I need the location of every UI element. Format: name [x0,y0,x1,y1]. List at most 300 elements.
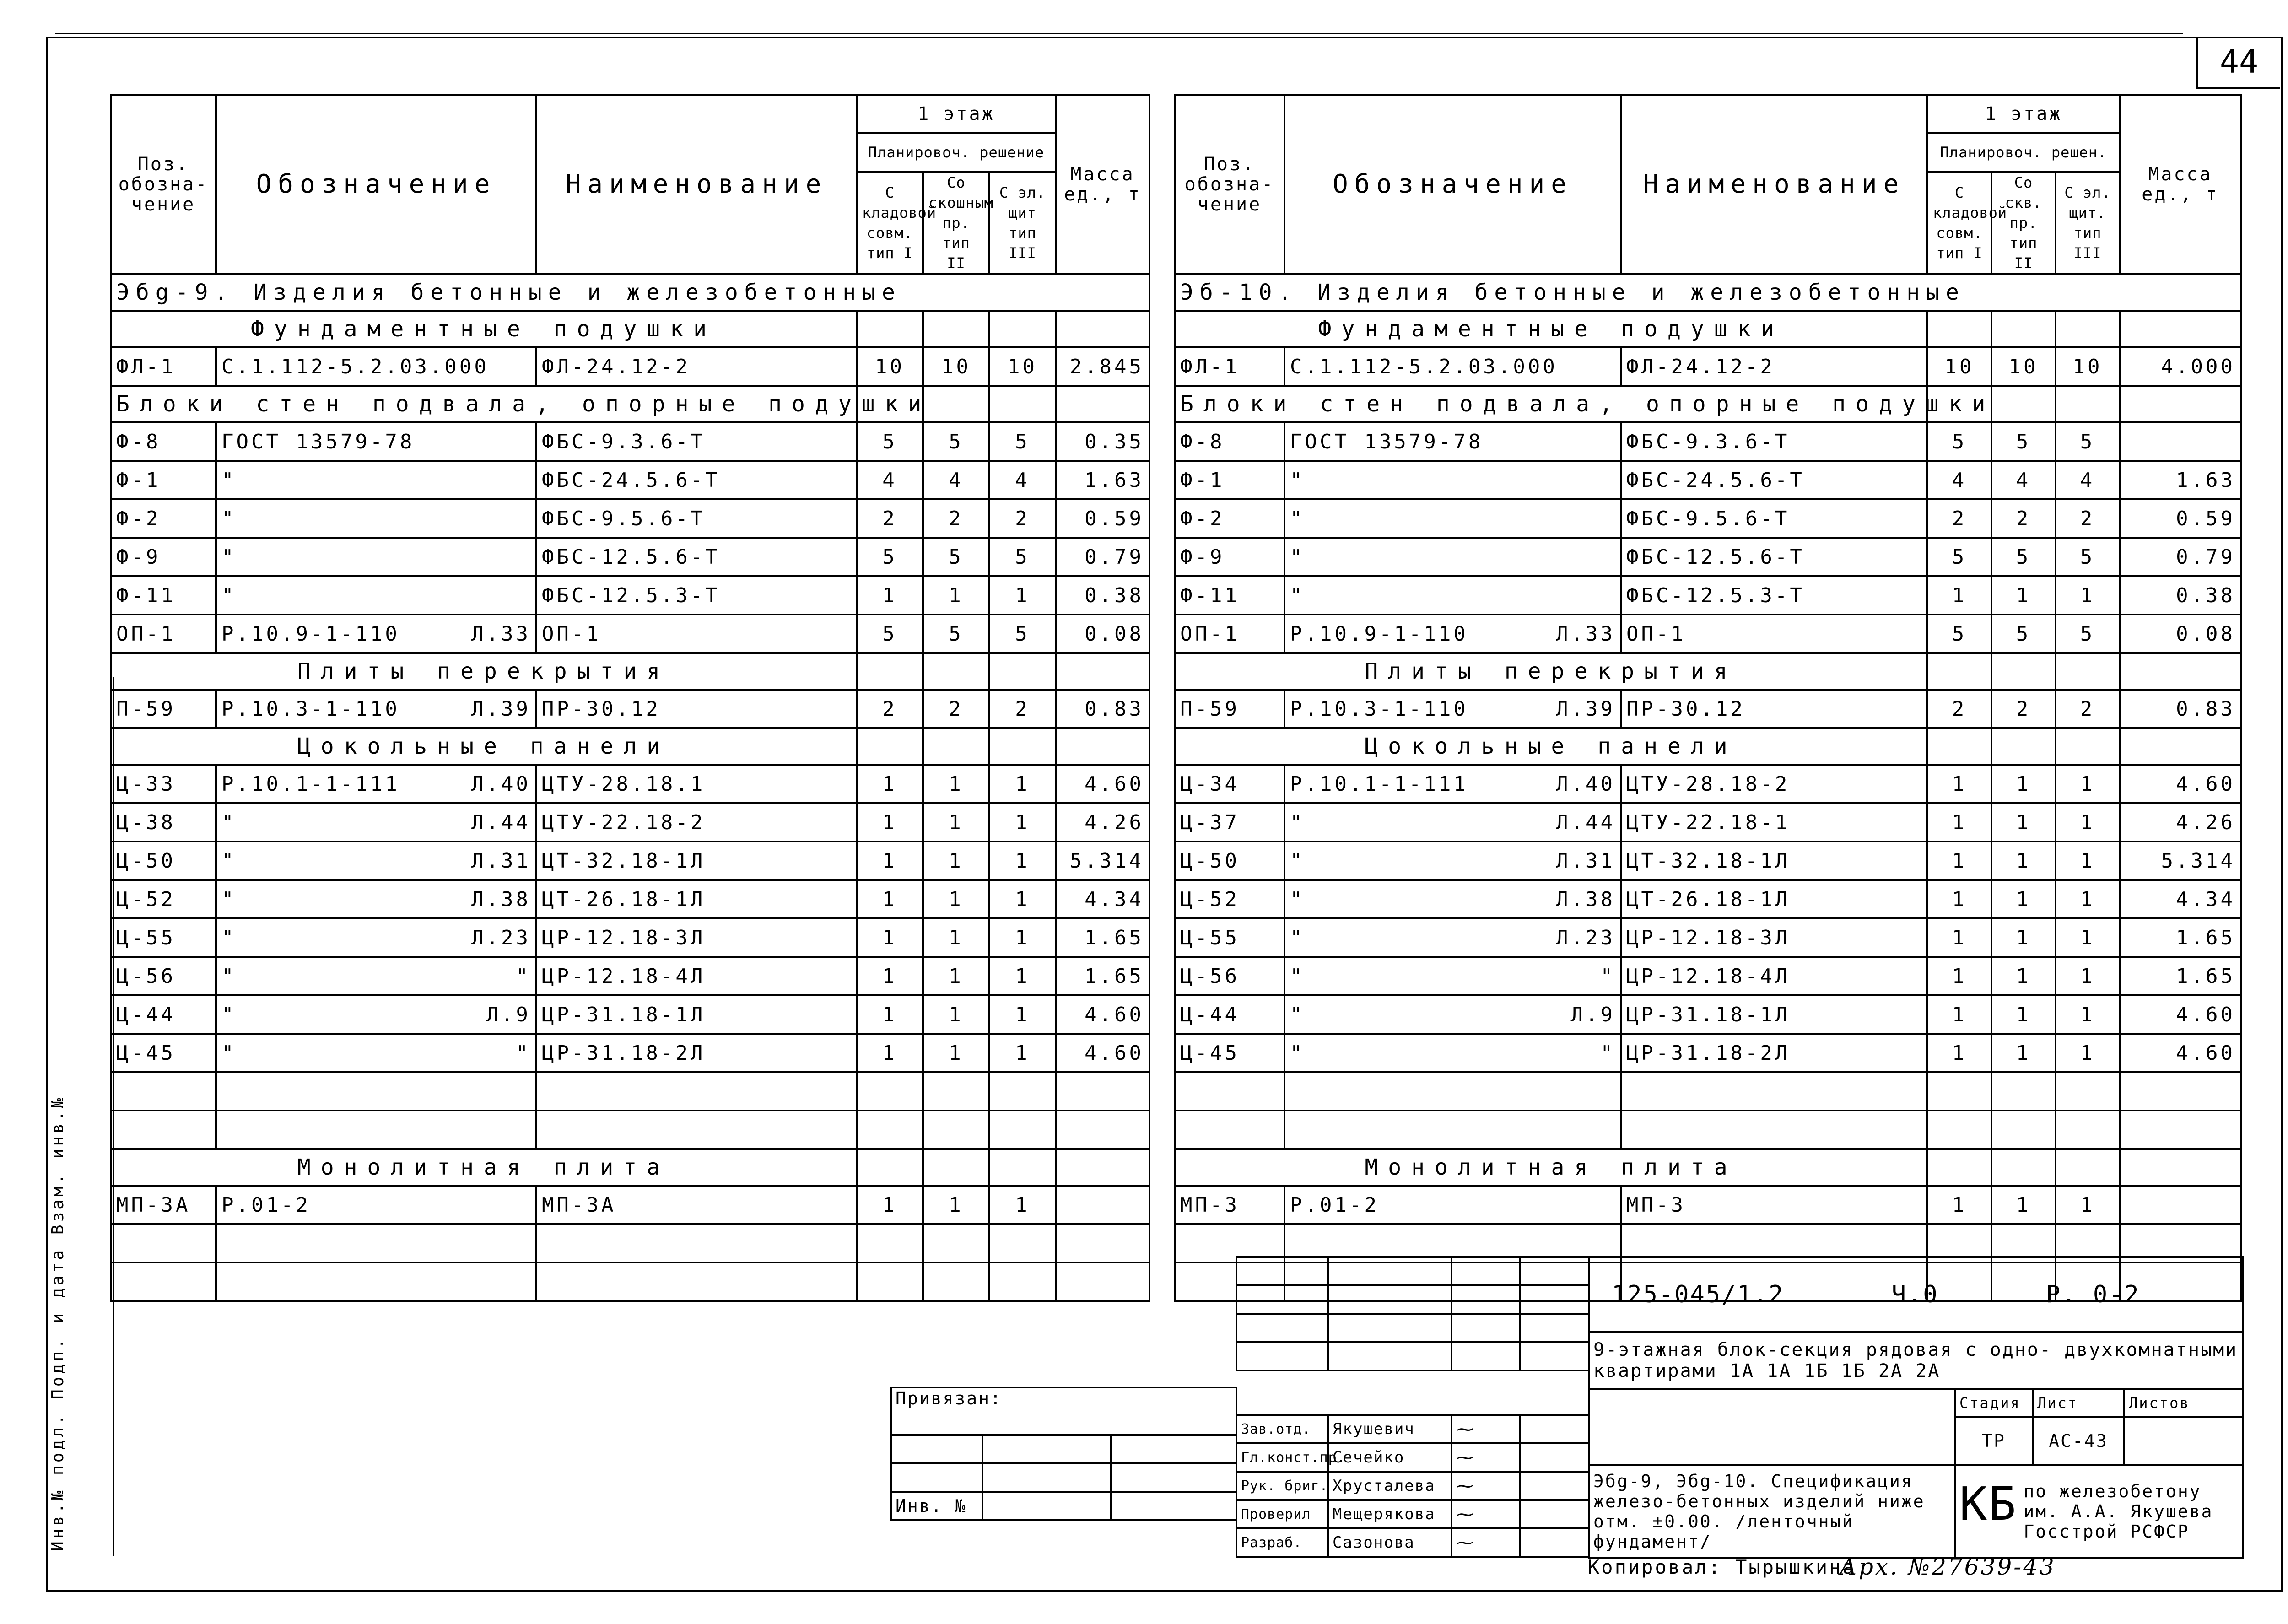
empty-cell [2056,653,2120,690]
list-ref: Л.33 [471,622,531,646]
oboz-text: С.1.112-5.2.03.000 [221,355,489,378]
qty-tip2-cell: 1 [923,995,989,1034]
table-row [111,1034,1149,1072]
mass-cell: 4.60 [1056,765,1149,803]
archive-number: Арх. №27639-43 [1840,1554,2056,1580]
empty-cell [536,1111,857,1149]
naim-cell: ФБС-12.5.6-Т [1621,538,1927,576]
oboz-cell [216,918,536,957]
oboz-cell [216,499,536,538]
doc-code-row [1589,1257,2243,1332]
qty-tip1-cell: 1 [1927,1186,1991,1224]
naim-cell: ЦР-31.18-1Л [1621,995,1927,1034]
list-ref: Л.38 [1556,887,1615,911]
empty-row [1175,1111,2241,1149]
col-oboz-header: Обозначение [216,95,536,274]
privyazan-block [890,1387,1237,1521]
naim-cell: ФБС-24.5.6-Т [1621,461,1927,499]
empty-cell [536,1072,857,1111]
qty-tip1-cell: 5 [1927,615,1991,653]
doc-code: 125-045/1.2 [1612,1281,1785,1308]
table-row [1175,499,2241,538]
tip1-header: С кладовой совм. тип I [1927,172,1991,274]
empty-cell [111,1111,216,1149]
list-ref: Л.44 [1556,810,1615,834]
qty-tip2-cell: 2 [1991,690,2056,728]
naim-cell: ЦТ-32.18-1Л [536,842,857,880]
date-cell [1520,1528,1589,1557]
oboz-cell [216,422,536,461]
pos-cell: Ф-9 [111,538,216,576]
empty-cell [1284,1111,1621,1149]
qty-tip3-cell: 4 [989,461,1056,499]
section-mono [1175,1149,2241,1186]
qty-tip1-cell: 5 [1927,538,1991,576]
list-value: АС-43 [2033,1417,2124,1465]
qty-tip2-cell: 1 [923,918,989,957]
qty-tip2-cell: 1 [1991,803,2056,842]
mass-cell: 4.60 [2120,995,2241,1034]
list-ref: Л.44 [471,810,531,834]
section-fund-label: Фундаментные подушки [1175,311,1927,347]
empty-row [111,1072,1149,1111]
qty-tip1-cell: 1 [1927,995,1991,1034]
org-name: по железобетону им. А.А. Якушева Госстрой РСФСР [2024,1481,2213,1542]
qty-tip2-cell: 1 [923,803,989,842]
col-pos-header: Поз. обозна-чение [1175,95,1284,274]
naim-cell: ЦР-31.18-1Л [536,995,857,1034]
mass-cell [1056,1186,1149,1224]
empty-cell [923,653,989,690]
empty-cell [923,311,989,347]
date-cell [1520,1500,1589,1528]
qty-tip3-cell: 5 [989,422,1056,461]
empty-cell [111,1072,216,1111]
empty-cell [2056,311,2120,347]
qty-tip3-cell: 5 [2056,422,2120,461]
date-cell [1520,1472,1589,1500]
empty-cell [1056,653,1149,690]
table-row [1175,461,2241,499]
qty-tip3-cell: 4 [2056,461,2120,499]
oboz-text: " [1290,1041,1305,1065]
signature-cell: ⁓ [1452,1528,1520,1557]
table-row [111,499,1149,538]
mass-cell: 0.59 [2120,499,2241,538]
empty-cell [1991,653,2056,690]
qty-tip1-cell: 1 [1927,842,1991,880]
table-row [111,690,1149,728]
section-bloki-label: Блоки стен подвала, опорные подушки [1175,386,1927,422]
qty-tip3-cell: 5 [989,615,1056,653]
naim-cell: ФЛ-24.12-2 [1621,347,1927,386]
oboz-text: " [221,468,237,492]
empty-cell [989,1149,1056,1186]
empty-cell [857,1149,923,1186]
section-cokol-label: Цокольные панели [111,728,857,765]
pos-cell: Ц-45 [111,1034,216,1072]
oboz-cell [216,576,536,615]
pos-cell: Ф-2 [111,499,216,538]
empty-row [111,1263,1149,1301]
section-mono [111,1149,1149,1186]
empty-cell [1991,311,2056,347]
list-ref: Л.40 [1556,772,1615,796]
qty-tip1-cell: 5 [857,422,923,461]
qty-tip1-cell: 1 [1927,880,1991,918]
mass-cell: 4.34 [2120,880,2241,918]
qty-tip2-cell: 1 [1991,918,2056,957]
naim-cell: ФБС-12.5.6-Т [536,538,857,576]
qty-tip1-cell: 1 [1927,765,1991,803]
empty-cell [989,653,1056,690]
oboz-text: " [221,1041,237,1065]
table-row [111,538,1149,576]
oboz-text: " [1290,810,1305,834]
oboz-cell [216,995,536,1034]
empty-cell [923,1072,989,1111]
table-row [111,803,1149,842]
oboz-text: " [221,926,237,950]
naim-cell: ЦР-12.18-3Л [536,918,857,957]
empty-cell [1056,1263,1149,1301]
mass-cell: 0.08 [2120,615,2241,653]
empty-cell [2056,386,2120,422]
naim-cell: ПР-30.12 [536,690,857,728]
qty-tip1-cell: 1 [857,957,923,995]
group-title: Эбg-9. Изделия бетонные и железобетонные [111,274,1149,311]
oboz-cell [216,957,536,995]
list-ref: Л.9 [486,1003,531,1026]
sheet-number: 44 [2196,37,2280,89]
table-row [111,576,1149,615]
organization [1955,1465,2243,1558]
oboz-text: " [221,849,237,873]
qty-tip1-cell: 1 [1927,576,1991,615]
oboz-cell [216,347,536,386]
qty-tip1-cell: 2 [1927,499,1991,538]
oboz-text: ГОСТ 13579-78 [1290,430,1484,453]
qty-tip3-cell: 1 [989,576,1056,615]
empty-cell [1927,1072,1991,1111]
floor-header: 1 этаж [1927,95,2120,133]
empty-cell [1056,1111,1149,1149]
oboz-cell [216,538,536,576]
col-oboz-header: Обозначение [1284,95,1621,274]
oboz-cell [216,880,536,918]
oboz-cell [1284,880,1621,918]
empty-cell [923,1111,989,1149]
table-row [111,918,1149,957]
qty-tip1-cell: 4 [857,461,923,499]
listov-label: Листов [2124,1389,2243,1417]
oboz-text: " [1290,887,1305,911]
pos-cell: МП-3 [1175,1186,1284,1224]
qty-tip2-cell: 1 [923,1034,989,1072]
empty-cell [923,728,989,765]
qty-tip1-cell: 1 [857,1186,923,1224]
mass-cell: 0.38 [1056,576,1149,615]
qty-tip1-cell: 1 [857,995,923,1034]
naim-cell: ЦР-31.18-2Л [1621,1034,1927,1072]
approval-row [1236,1528,1589,1557]
oboz-cell [1284,615,1621,653]
pos-cell: Ц-52 [1175,880,1284,918]
empty-cell [857,653,923,690]
qty-tip3-cell: 1 [2056,995,2120,1034]
naim-cell: ФБС-9.3.6-Т [536,422,857,461]
pos-cell: МП-3А [111,1186,216,1224]
qty-tip1-cell: 5 [857,615,923,653]
qty-tip2-cell: 4 [923,461,989,499]
table-row [1175,1034,2241,1072]
col-massa-header: Масса ед., т [2120,95,2241,274]
name-cell: Хрусталева [1328,1472,1452,1500]
oboz-cell [1284,576,1621,615]
mass-cell: 0.59 [1056,499,1149,538]
qty-tip2-cell: 1 [1991,576,2056,615]
sheet-title: Эбg-9, Эбg-10. Спецификация железо-бетонных изделий ниже отм. ±0.00. /ленточный фундамент/ [1589,1465,1955,1558]
oboz-cell [216,803,536,842]
section-plity [111,653,1149,690]
left-margin-stamp [44,1075,71,1556]
list-ref: Л.23 [1556,926,1615,950]
pos-cell: Ф-11 [111,576,216,615]
mass-cell: 1.65 [1056,918,1149,957]
qty-tip2-cell: 1 [923,576,989,615]
empty-cell [857,728,923,765]
mass-cell: 1.63 [1056,461,1149,499]
title-block [1588,1256,2244,1559]
qty-tip1-cell: 10 [857,347,923,386]
empty-cell [989,1111,1056,1149]
table-row [1175,690,2241,728]
mass-cell: 4.60 [1056,995,1149,1034]
qty-tip3-cell: 1 [989,995,1056,1034]
empty-cell [989,1263,1056,1301]
empty-row [111,1111,1149,1149]
table-row [1175,995,2241,1034]
naim-cell: ЦР-12.18-3Л [1621,918,1927,957]
group-title: Эб-10. Изделия бетонные и железобетонные [1175,274,2241,311]
qty-tip2-cell: 1 [1991,1034,2056,1072]
oboz-text: " [221,1003,237,1026]
empty-cell [857,1224,923,1263]
naim-cell: ЦР-12.18-4Л [536,957,857,995]
naim-cell: ЦР-12.18-4Л [1621,957,1927,995]
empty-cell [1621,1111,1927,1149]
qty-tip1-cell: 2 [857,690,923,728]
tip3-header: С эл. щит. тип III [2056,172,2120,274]
col-pos-header: Поз. обозна-чение [111,95,216,274]
qty-tip2-cell: 4 [1991,461,2056,499]
pos-cell: Ф-8 [1175,422,1284,461]
naim-cell: ЦТУ-22.18-1 [1621,803,1927,842]
pos-cell: Ф-8 [111,422,216,461]
empty-cell [216,1111,536,1149]
empty-cell [923,386,989,422]
qty-tip3-cell: 1 [989,880,1056,918]
qty-tip3-cell: 1 [989,803,1056,842]
table-row [111,1186,1149,1224]
list-ref: Л.31 [1556,849,1615,873]
oboz-cell [1284,842,1621,880]
naim-cell: ФЛ-24.12-2 [536,347,857,386]
section-fund-label: Фундаментные подушки [111,311,857,347]
approval-row [1236,1472,1589,1500]
pos-cell: Ц-52 [111,880,216,918]
oboz-text: " [1290,468,1305,492]
table-row [111,880,1149,918]
qty-tip2-cell: 5 [1991,615,2056,653]
qty-tip3-cell: 1 [2056,1186,2120,1224]
empty-row [1175,1072,2241,1111]
table-row [1175,765,2241,803]
pos-cell: ОП-1 [111,615,216,653]
qty-tip3-cell: 1 [2056,765,2120,803]
table-row [1175,347,2241,386]
qty-tip3-cell: 1 [989,842,1056,880]
table-row [1175,880,2241,918]
empty-cell [111,1224,216,1263]
approval-row [1236,1500,1589,1528]
empty-cell [2056,1111,2120,1149]
mass-cell: 5.314 [2120,842,2241,880]
empty-cell [1927,311,1991,347]
qty-tip3-cell: 1 [989,1186,1056,1224]
qty-tip1-cell: 4 [1927,461,1991,499]
pos-cell: Ц-55 [1175,918,1284,957]
top-trim-line [55,33,2183,34]
qty-tip2-cell: 1 [923,957,989,995]
section-cokol [111,728,1149,765]
qty-tip2-cell: 1 [923,842,989,880]
naim-cell: ЦР-31.18-2Л [536,1034,857,1072]
listov-value [2124,1417,2243,1465]
project-title: 9-этажная блок-секция рядовая с одно- двухкомнатными квартирами 1А 1А 1Б 1Б 2А 2А [1589,1332,2243,1389]
empty-cell [923,1149,989,1186]
mass-cell: 1.65 [1056,957,1149,995]
empty-cell [2120,311,2241,347]
list-ref: Л.23 [471,926,531,950]
qty-tip3-cell: 2 [2056,690,2120,728]
name-cell: Якушевич [1328,1415,1452,1443]
table-row [1175,957,2241,995]
col-massa-header: Масса ед., т [1056,95,1149,274]
mass-cell: 4.26 [2120,803,2241,842]
name-cell: Сазонова [1328,1528,1452,1557]
empty-cell [989,1072,1056,1111]
empty-cell [1927,728,1991,765]
section-bloki-label: Блоки стен подвала, опорные подушки [111,386,857,422]
tip2-header: Со скошным пр. тип II [923,172,989,274]
qty-tip2-cell: 5 [1991,422,2056,461]
qty-tip1-cell: 1 [1927,918,1991,957]
col-naim-header: Наименование [536,95,857,274]
oboz-cell [216,765,536,803]
qty-tip3-cell: 2 [2056,499,2120,538]
naim-cell: ПР-30.12 [1621,690,1927,728]
oboz-cell [1284,499,1621,538]
mass-cell: 4.26 [1056,803,1149,842]
approval-row [1236,1443,1589,1472]
role-cell: Проверил [1236,1500,1328,1528]
list-ref: " [1600,1041,1615,1065]
empty-cell [1927,653,1991,690]
pos-cell: Ф-1 [1175,461,1284,499]
oboz-text: ГОСТ 13579-78 [221,430,415,453]
copied-by: Копировал: Тырышкина [1588,1556,1856,1578]
empty-cell [989,311,1056,347]
pos-cell: ОП-1 [1175,615,1284,653]
empty-cell [216,1263,536,1301]
role-cell: Рук. бриг. [1236,1472,1328,1500]
oboz-text: " [1290,926,1305,950]
mass-cell: 4.60 [2120,1034,2241,1072]
section-bloki [1175,386,2241,422]
naim-cell: ФБС-24.5.6-Т [536,461,857,499]
empty-cell [1056,1224,1149,1263]
table-row [1175,803,2241,842]
oboz-text: " [1290,964,1305,988]
empty-cell [1991,1111,2056,1149]
plan-header: Планировоч. решен. [1927,133,2120,172]
pos-cell: Ф-1 [111,461,216,499]
empty-cell [2120,1149,2241,1186]
org-logo: КБ [1959,1477,2018,1531]
oboz-text: " [221,507,237,530]
qty-tip2-cell: 2 [923,499,989,538]
qty-tip1-cell: 1 [857,918,923,957]
oboz-cell [216,1034,536,1072]
list-ref: Л.40 [471,772,531,796]
empty-cell [536,1224,857,1263]
naim-cell: ФБС-9.5.6-Т [1621,499,1927,538]
mass-cell: 1.65 [2120,918,2241,957]
section-mono-label: Монолитная плита [111,1149,857,1186]
qty-tip2-cell: 1 [1991,842,2056,880]
oboz-text: " [1290,545,1305,569]
naim-cell: ФБС-9.5.6-Т [536,499,857,538]
list-ref: Л.31 [471,849,531,873]
group-title-row [111,274,1149,311]
pos-cell: Ц-38 [111,803,216,842]
pos-cell: Ф-11 [1175,576,1284,615]
qty-tip2-cell: 2 [923,690,989,728]
list-label: Лист [2033,1389,2124,1417]
qty-tip1-cell: 1 [1927,957,1991,995]
empty-cell [536,1263,857,1301]
qty-tip1-cell: 1 [857,1034,923,1072]
list-ref: Л.38 [471,887,531,911]
oboz-cell [1284,1186,1621,1224]
empty-cell [2056,728,2120,765]
empty-cell [989,1224,1056,1263]
qty-tip2-cell: 10 [923,347,989,386]
pos-cell: Ц-37 [1175,803,1284,842]
signature-cell: ⁓ [1452,1500,1520,1528]
qty-tip2-cell: 1 [923,880,989,918]
mass-cell: 4.60 [1056,1034,1149,1072]
mass-cell: 4.60 [2120,765,2241,803]
oboz-text: " [1290,849,1305,873]
empty-cell [2056,1072,2120,1111]
oboz-cell [1284,918,1621,957]
oboz-text: Р.10.1-1-111 [1290,772,1468,796]
list-ref: " [516,964,531,988]
qty-tip2-cell: 5 [923,615,989,653]
empty-cell [1621,1072,1927,1111]
